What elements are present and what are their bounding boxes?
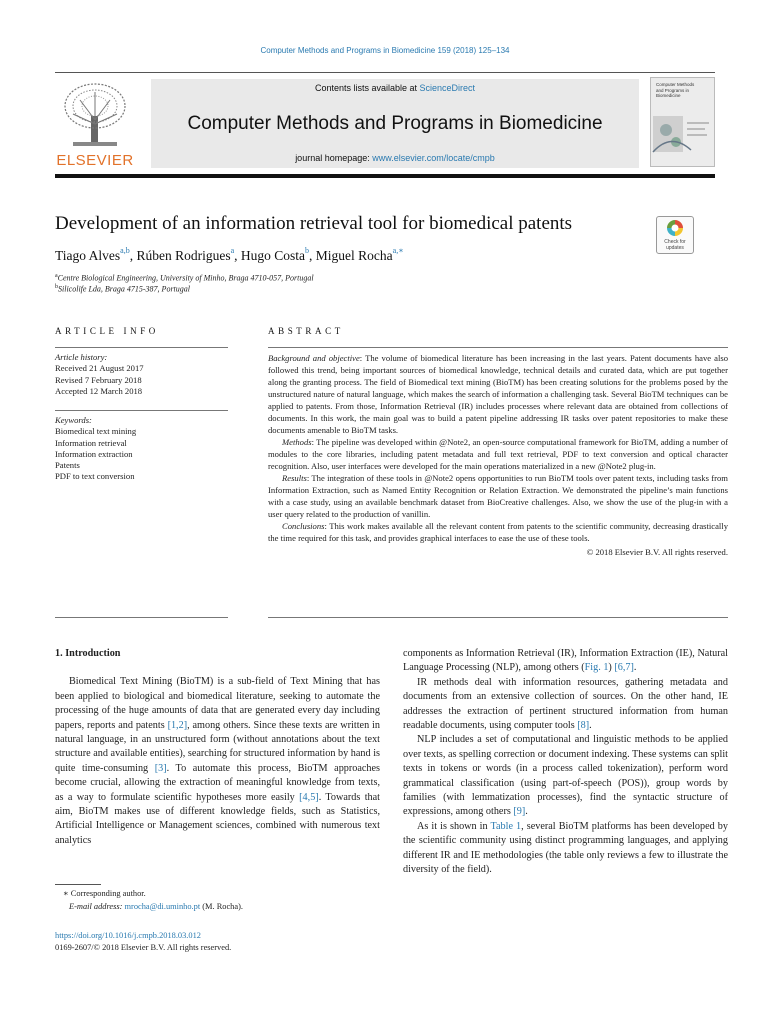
doi-link[interactable]: https://doi.org/10.1016/j.cmpb.2018.03.012 [55,931,201,940]
sciencedirect-link[interactable]: ScienceDirect [419,83,476,93]
affiliation-text: Centre Biological Engineering, University of Minho, Braga 4710-057, Portugal [57,273,314,283]
abstract-heading: ABSTRACT [268,326,344,336]
affiliation-a [55,273,314,283]
history-label: Article history: [55,352,108,362]
abstract-section-text: : The volume of biomedical literature has been increasing in the last years. Patent documents have also followed this trend, being important sources of biomedical knowledge, technical details and curated data, which are put together along the granting process. The field of Biomedical text mining (BioTM) has been creating solutions for the problems posed by the unstructured nature of natural language, which makes the search of information a challenging task. Several BioTM techniques can be applied to patents. From those, Information Retrieval (IR) includes processes where relevant data are obtained from collections of documents. In this work, the main goal was to build a patent pipeline addressing IR tasks over patent repositories to make these documents amenable to BioTM tasks. [268,353,728,435]
history-received: Received 21 August 2017 [55,363,144,374]
citation-link[interactable]: [4,5] [299,791,319,803]
body-text: . To automate this process, BioTM approaches become crucial, allowing the extraction of meaningful knowledge from texts, as a way to formulate scientific hypotheses more easily [55,762,380,803]
body-text: ) [608,662,615,674]
doi-block [55,930,380,954]
journal-title: Computer Methods and Programs in Biomedicine [187,113,603,134]
intro-paragraph-4 [403,820,728,878]
abstract-bottom-rule [268,617,728,618]
issn-copyright: 0169-2607/© 2018 Elsevier B.V. All rights reserved. [55,943,232,952]
keyword: Biomedical text mining [55,426,137,437]
abstract-section-label: Results [282,473,307,483]
article-info-rule [55,347,228,348]
cover-title: Computer Methods and Programs in Biomedicine [656,82,695,98]
author-affil-sup[interactable]: a [230,246,235,255]
keywords-label: Keywords: [55,415,92,425]
intro-paragraph-1-continued [403,647,728,676]
journal-cover-thumbnail[interactable] [650,77,715,167]
abstract-section-label: Background and objective [268,353,360,363]
abstract-rule [268,347,728,348]
abstract-conclusions [268,520,728,544]
corresponding-label: Corresponding author. [70,889,146,898]
citation-link[interactable]: [3] [154,762,167,774]
journal-homepage-link[interactable]: www.elsevier.com/locate/cmpb [372,153,495,163]
abstract-copyright: © 2018 Elsevier B.V. All rights reserved. [586,547,728,557]
journal-citation[interactable]: Computer Methods and Programs in Biomedicine 159 (2018) 125–134 [260,46,510,55]
footnote-rule [55,884,101,885]
abstract-section-text: : This work makes available all the relevant content from patents to the scientific community, decreasing drastically the time required for this task, and provides graphical interfaces to ease the use of these tools. [268,521,728,543]
affiliation-text: Silicolife Lda, Braga 4715-387, Portugal [58,284,190,294]
header-thick-rule [55,174,715,178]
body-text: . [633,662,637,674]
affiliation-sup: a [55,273,58,279]
body-text: IR methods deal with information resources, gathering metadata and documents from an extensive collection of sources. On the other hand, IE addresses the extraction of pertinent structured information from human readable documents, using computer tools [403,676,728,732]
article-info-bottom-rule [55,617,228,618]
abstract-background [268,352,728,436]
affiliation-sup: b [55,284,58,290]
body-text: , several BioTM platforms has been developed by the scientific community using distinct programming languages, and applying different IR and IE methodologies (the table only reviews a few to illustrate the diversity of the field). [403,820,728,876]
body-text: As it is shown in [417,820,491,832]
keyword: Information retrieval [55,437,127,448]
keyword: PDF to text conversion [55,471,135,482]
citation-link[interactable]: [9] [513,806,526,818]
crossmark-icon [667,220,683,238]
body-text: , among others. Since these texts are written in natural language, in an unstructured form (without annotations about the text structure and available entities), searching for structured information by hand is quite time-consuming [55,719,380,774]
crossmark-label: Check for updates [664,239,686,251]
body-text: . Towards that aim, BioTM makes use of different knowledge fields, such as Statistics, Artificial Intelligence or Management sciences, combined with numerous text analytics [55,791,381,846]
body-text: . [525,806,528,818]
homepage-prefix: journal homepage: [295,153,373,163]
body-column-right [403,647,728,878]
footnote-star: ∗ [63,889,69,898]
author-name: Miguel Rocha [315,248,393,263]
history-accepted: Accepted 12 March 2018 [55,385,143,396]
keyword: Information extraction [55,448,133,459]
abstract-section-label: Conclusions [282,521,325,531]
author-name: Tiago Alves [55,248,121,263]
footnotes [55,888,380,913]
abstract-methods [268,436,728,472]
homepage-line [151,153,639,163]
article-info-rule [55,410,228,411]
affiliation-b [55,284,190,294]
abstract-section-text: : The pipeline was developed within @Note2, an open-source computational framework for BioTM, adding a number of modules to the core libraries, including patent metadata and full text retrieval, PDF to text conversion and optical character recognition. Also, user interfaces were developed for the main operations materialized in a new @Note2 plug-in. [268,437,728,471]
author-affil-sup[interactable]: a,∗ [392,246,404,255]
check-for-updates-badge[interactable] [656,216,694,254]
corresponding-author-note [55,888,380,901]
citation-link[interactable]: [8] [577,720,590,732]
author-affil-sup[interactable]: a,b [120,246,130,255]
author-name: Rúben Rodrigues [136,248,231,263]
email-suffix: (M. Rocha). [200,901,243,911]
table-link[interactable]: Table 1 [490,820,522,832]
intro-paragraph-2 [403,676,728,734]
abstract-section-label: Methods [282,437,312,447]
article-history [55,352,228,397]
body-text: Biomedical Text Mining (BioTM) is a sub-field of Text Mining that has been applied to biological and biomedical literature, seeking to automate the processing of the huge amounts of data that are generated every day including papers, reports and patents [55,676,380,731]
body-column-left [55,647,380,848]
intro-paragraph-3 [403,733,728,819]
keyword: Patents [55,460,80,471]
citation-link[interactable]: [1,2] [167,719,188,731]
article-info-heading: ARTICLE INFO [55,326,159,336]
contents-line [151,83,639,93]
author-email-link[interactable]: mrocha@di.uminho.pt [124,901,201,911]
figure-link[interactable]: Fig. 1 [584,662,609,674]
abstract-results [268,472,728,520]
author-affil-sup[interactable]: b [305,246,310,255]
body-text: NLP includes a set of computational and linguistic methods to be applied over texts, as spelling correction or document indexing. These systems can split texts in tokens or words (in a process called tokenization), perform word grammatical classification (using part-of-speech (POS)), group words by families (with lemmatization processes), find the syntactic structure of expressions, among others [403,734,728,818]
paper-title: Development of an information retrieval tool for biomedical patents [55,213,573,234]
email-note [55,901,380,914]
author-name: Hugo Costa [240,248,306,263]
contents-prefix: Contents lists available at [314,83,420,93]
abstract-section-text: : The integration of these tools in @Note2 opens opportunities to run BioTM tools over patent texts, including tasks from Information Extraction, such as Named Entity Recognition or Relation Extraction. We demonstrated the pipeline’s main functions with a case study, using an available benchmark dataset from BioCreative challenges. Also, we show the use of the plug-in with a user query related to the production of vanillin. [268,473,728,519]
body-text: components as Information Retrieval (IR), Information Extraction (IE), Natural Language Processing (NLP), among others ( [403,648,728,674]
citation-link[interactable]: [6,7] [614,662,634,674]
history-revised: Revised 7 February 2018 [55,374,142,385]
body-text: . [589,720,592,732]
top-rule [55,72,715,73]
abstract-body [268,352,728,558]
section-heading-introduction: 1. Introduction [55,648,121,659]
intro-paragraph-1 [55,675,380,848]
email-label: E-mail address: [69,901,125,911]
keywords-block [55,415,228,483]
elsevier-wordmark: ELSEVIER [56,152,134,169]
author-list: Tiago Alves$^{a,b}$, Rúben Rodrigues$^a$, Hugo Costa$^b$, Miguel Rocha$^{a,∗}$ [55,246,404,263]
